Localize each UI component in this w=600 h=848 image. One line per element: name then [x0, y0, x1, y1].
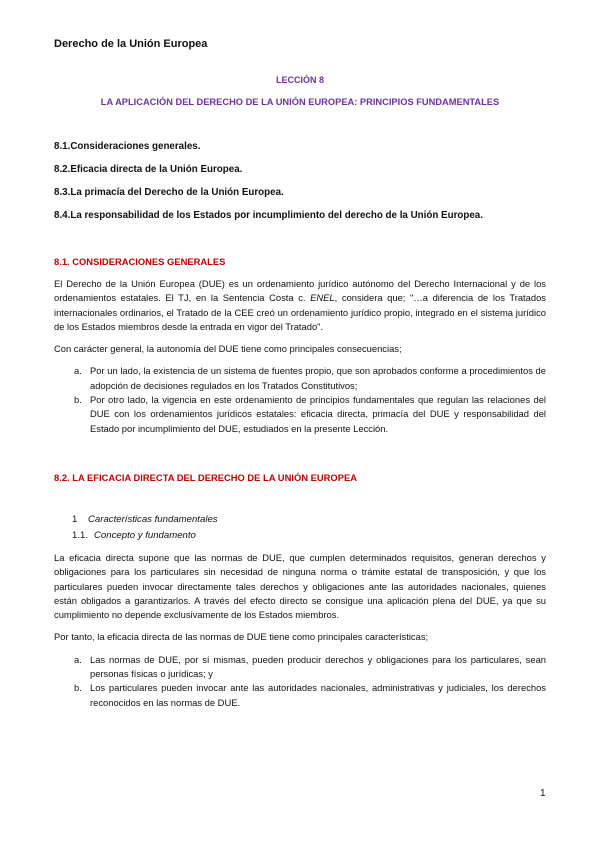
list-marker: a. — [74, 365, 82, 377]
list-marker: b. — [74, 394, 82, 406]
consequences-list — [54, 364, 546, 435]
list-item — [54, 393, 546, 436]
paragraph: Con carácter general, la autonomía del DUE tiene como principales consecuencias; — [54, 343, 402, 355]
toc-item-8-4: 8.4.La responsabilidad de los Estados por incumplimiento del derecho de la Unión Europea. — [54, 210, 483, 221]
lesson-number: LECCIÓN 8 — [275, 75, 324, 85]
list-item — [54, 364, 546, 393]
toc-item-8-1: 8.1.Consideraciones generales. — [54, 141, 201, 152]
page-number: 1 — [540, 788, 546, 799]
paragraph: Por tanto, la eficacia directa de las normas de DUE tiene como principales características; — [54, 631, 429, 643]
list-item-text: Los particulares pueden invocar ante las autoridades nacionales, administrativas y judiciales, los derechos reconocidos en las normas de DUE. — [90, 682, 546, 708]
paragraph-text: , considera que; "…a diferencia de los Tratados internacionales ordinarios, el Tratado de la CEE creó un ordenamiento jurídico propio, integrado en el sistema jurídico de los Estados miembros desde la entrada en vigor del Tratado". — [54, 292, 546, 332]
section-heading-8-2: 8.2. LA EFICACIA DIRECTA DEL DERECHO DE LA UNIÓN EUROPEA — [54, 472, 357, 483]
list-marker: a. — [74, 653, 82, 665]
section-8-1-body — [54, 277, 546, 436]
paragraph — [54, 277, 546, 334]
subheading-number: 1.1. — [72, 530, 89, 541]
lesson-title: LA APLICACIÓN DEL DERECHO DE LA UNIÓN EUROPEA: PRINCIPIOS FUNDAMENTALES — [100, 97, 500, 107]
case-name-italic: ENEL — [310, 292, 335, 304]
section-heading-8-1: 8.1. CONSIDERACIONES GENERALES — [54, 256, 226, 267]
characteristics-list — [54, 653, 546, 710]
subheading-1 — [72, 514, 218, 530]
paragraph: La eficacia directa supone que las normas de DUE, que cumplen determinados requisitos, generan derechos y obligaciones para los particulares sin necesidad de ninguna norma o trámite estatal de transposición, y que los particulares pueden invocar directamente tales derechos y obligaciones ante las autoridades nacionales, quienes están obligados a garantizarlos. A través del efecto directo se consigue una aplicación plena del DUE, ya que su cumplimiento no depende exclusivamente de los Estados miembros. — [54, 552, 546, 621]
list-item-text: Las normas de DUE, por sí mismas, pueden producir derechos y obligaciones para los particulares, sean personas físicas o jurídicas; y — [90, 653, 546, 680]
toc-item-8-2: 8.2.Eficacia directa de la Unión Europea. — [54, 164, 243, 175]
toc-item-8-3: 8.3.La primacía del Derecho de la Unión Europea. — [54, 187, 284, 198]
table-of-contents — [54, 140, 554, 232]
running-header: Derecho de la Unión Europea — [54, 38, 208, 50]
subheading-1-1 — [72, 530, 218, 546]
paragraph-text: El Derecho de la Unión Europea (DUE) es un ordenamiento jurídico autónomo del Derecho Internacional y de los ordenamientos estatales. El TJ, en la Sentencia Costa c. — [54, 278, 546, 304]
list-item — [54, 681, 546, 710]
subheading-title: Concepto y fundamento — [94, 530, 196, 541]
list-item — [54, 653, 546, 682]
list-item-text: Por otro lado, la vigencia en este ordenamiento de principios fundamentales que regulan las relaciones del DUE con los ordenamientos jurídicos estatales: eficacia directa, primacía del DUE y responsabilidad del Estado por incumplimiento del DUE, estudiados en la presente Lección. — [90, 394, 546, 434]
subheadings — [72, 514, 218, 546]
subheading-title: Características fundamentales — [88, 514, 218, 525]
list-item-text: Por un lado, la existencia de un sistema de fuentes propio, que son aprobados conforme a procedimientos de adopción de decisiones regulados en los Tratados Constitutivos; — [90, 365, 546, 391]
list-marker: b. — [74, 682, 82, 694]
subheading-number: 1 — [72, 514, 78, 525]
section-8-2-body — [54, 551, 546, 710]
